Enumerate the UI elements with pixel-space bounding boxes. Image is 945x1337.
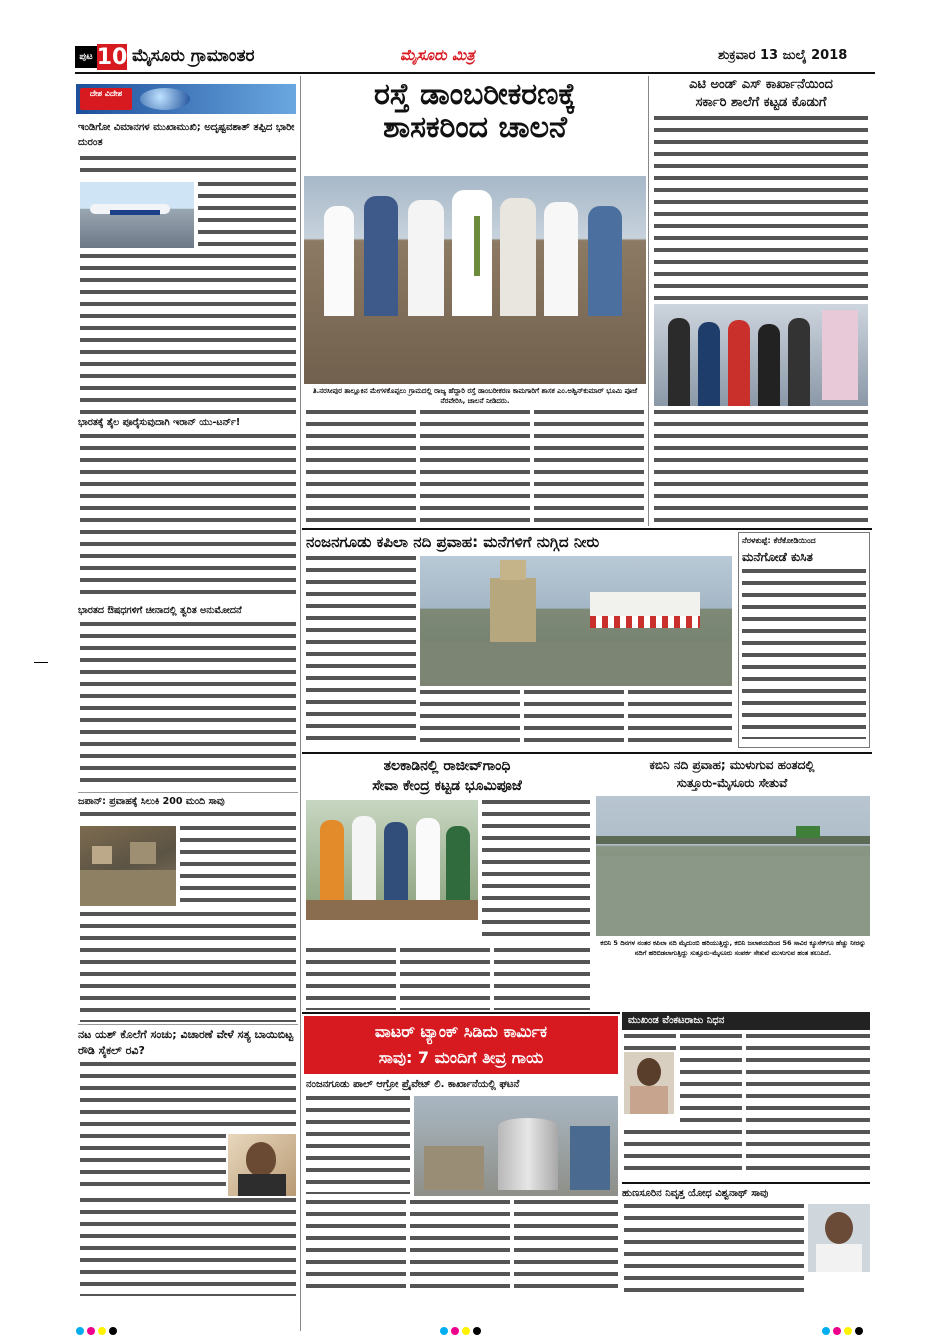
section-rule (302, 528, 872, 530)
flood-photo (80, 826, 176, 906)
story-body (80, 254, 296, 414)
story-body (420, 690, 520, 748)
story-body (80, 1198, 296, 1296)
kabini-caption: ಕಬಿನಿ 5 ದಿನಗಳ ನಂತರ ಕಪಿಲಾ ನದಿ ಮೈದುಂಬಿ ಹರಿಯುತ್ತಿದ್ದು, ಕಬಿನಿ ಜಲಾಶಯದಿಂದ 56 ಸಾವಿರ ಕ್ಯೂಸೆಕ್‌ಗೂ ಹೆಚ್ಚು ನೀರನ್ನು ನದಿಗೆ ಹರಿಬಿಡಲಾಗುತ್ತಿದ್ದು ಸುತ್ತೂರು-ಮೈಸೂರು ಸಂಪರ್ಕ ಸೇತುವೆ ಮುಳುಗುವ ಹಂತ ತಲುಪಿದೆ. (600, 939, 866, 957)
story-body (746, 1034, 870, 1178)
story-body (420, 410, 530, 526)
print-registration-marks (822, 1320, 866, 1337)
box-kicker: ನೆರಳಕುಪ್ಪೆ: ಕೆರೆಕೋಡಿಯಿಂದ (742, 536, 816, 545)
story-title: ನಟ ಯಶ್ ಕೊಲೆಗೆ ಸಂಚು; ವಿಚಾರಣೆ ವೇಳೆ ಸತ್ಯ ಬಾಯಿಬಿಟ್ಟ ರೌಡಿ ಸೈಕಲ್ ರವಿ? (78, 1024, 298, 1059)
headline-line: ಸೇವಾ ಕೇಂದ್ರ ಕಟ್ಟಡ ಭೂಮಿಪೂಜೆ (372, 778, 522, 794)
story-body (198, 182, 296, 252)
story-body (80, 912, 296, 1022)
headline-line: ಕಬಿನಿ ನದಿ ಪ್ರವಾಹ; ಮುಳುಗುವ ಹಂತದಲ್ಲಿ (649, 758, 815, 772)
story-body (306, 948, 396, 1010)
story-body (80, 812, 296, 824)
bridge-flood-photo (596, 796, 870, 936)
tank-headline-box (304, 1016, 618, 1074)
actor-photo (228, 1134, 296, 1196)
story-body (654, 116, 868, 300)
story-body (680, 1034, 742, 1126)
obit1-title: ಮುಖಂಡ ವೆಂಕಟರಾಜು ನಿಧನ (622, 1012, 870, 1030)
story-body (80, 1062, 296, 1132)
box-title: ಮನೆಗೋಡೆ ಕುಸಿತ (742, 550, 813, 564)
story-title: ಭಾರತಕ್ಕೆ ತೈಲ ಪೂರೈಸುವುದಾಗಿ ಇರಾನ್ ಯು-ಟರ್ನ್! (78, 417, 241, 428)
headline-line: ಸರ್ಕಾರಿ ಶಾಲೆಗೆ ಕಟ್ಟಡ ಕೊಡುಗೆ (695, 95, 827, 110)
news-box (738, 532, 870, 748)
story-title: ಇಂಡಿಗೋ ವಿಮಾನಗಳ ಮುಖಾಮುಖಿ; ಅದೃಷ್ಟವಶಾತ್ ತಪ್ಪಿದ ಭಾರೀ ದುರಂತ (78, 122, 295, 148)
section-title: ಮೈಸೂರು ಗ್ರಾಮಾಂತರ (132, 46, 255, 66)
story-body (80, 622, 296, 788)
story-body (80, 434, 296, 602)
story-body (482, 800, 590, 944)
obit2-portrait (808, 1204, 870, 1272)
section-logo (76, 84, 296, 114)
page-number: 10 (96, 44, 128, 70)
story-body (494, 948, 590, 1010)
lead-photo (304, 176, 646, 384)
headline-line: ಎಟಿ ಅಂಡ್ ಎಸ್ ಕಾರ್ಖಾನೆಯಿಂದ (689, 77, 833, 92)
story-body (534, 410, 644, 526)
print-registration-marks (76, 1320, 120, 1337)
section-rule (302, 752, 872, 754)
tank-subhead: ನಂಜನಗೂಡು ಪಾಲ್ ಆಗ್ರೋ ಪ್ರೈವೇಟ್ ಲಿ. ಕಾರ್ಖಾನೆಯಲ್ಲಿ ಘಟನೆ (306, 1079, 520, 1090)
kabini-headline (594, 756, 870, 792)
story-body (306, 410, 416, 526)
headline-line: ತಲಕಾಡಿನಲ್ಲಿ ರಾಜೀವ್‌ಗಾಂಧಿ (383, 758, 511, 774)
header-rule (75, 72, 875, 74)
issue-date: ಶುಕ್ರವಾರ 13 ಜುಲೈ 2018 (718, 48, 848, 63)
obit1-portrait (624, 1052, 674, 1114)
story-body (80, 156, 296, 178)
story-body (624, 1130, 742, 1178)
event-photo (654, 304, 868, 406)
story-body (654, 410, 868, 528)
lead-headline-line: ಶಾಸಕರಿಂದ ಚಾಲನೆ (383, 110, 567, 145)
flood-temple-photo (420, 556, 732, 686)
talakadu-headline (304, 756, 590, 796)
story-body (80, 1134, 226, 1192)
section-logo-text: ದೇಶ ವಿದೇಶ (80, 88, 132, 110)
fold-mark (34, 662, 48, 663)
lead-headline-line: ರಸ್ತೆ ಡಾಂಬರೀಕರಣಕ್ಕೆ (374, 77, 576, 112)
right-top-headline (652, 76, 870, 112)
story-body (306, 1096, 410, 1194)
story-body (524, 690, 624, 748)
headline-line: ಸಾವು: 7 ಮಂದಿಗೆ ತೀವ್ರ ಗಾಯ (378, 1048, 544, 1067)
story-body (514, 1200, 618, 1296)
page-label: ಪುಟ (75, 46, 97, 68)
story-body (628, 690, 732, 748)
story-body (410, 1200, 510, 1296)
globe-icon (140, 88, 190, 110)
story-body (624, 1034, 676, 1052)
story-body (180, 826, 296, 910)
story-body (624, 1204, 804, 1296)
aircraft-photo (80, 182, 194, 248)
headline-line: ಸುತ್ತೂರು-ಮೈಸೂರು ಸೇತುವೆ (676, 776, 788, 790)
column-divider (648, 76, 649, 526)
lead-caption: ತಿ.ನರಸೀಪುರ ತಾಲ್ಲೂಕಿನ ಮೇಗಳಕೊಪ್ಪಲು ಗ್ರಾಮದಲ್ಲಿ ರಾಜ್ಯ ಹೆದ್ದಾರಿ ರಸ್ತೆ ಡಾಂಬರೀಕರಣ ಕಾಮಗಾರಿಗೆ ಶಾಸಕ ಎಂ.ಅಶ್ವಿನ್‌ಕುಮಾರ್ ಭೂಮಿ ಪೂಜೆ ನೆರವೇರಿಸಿ, ಚಾಲನೆ ನೀಡಿದರು. (312, 387, 638, 405)
story-body (306, 556, 416, 748)
story-body (400, 948, 490, 1010)
story-title: ಜಪಾನ್: ಪ್ರವಾಹಕ್ಕೆ ಸಿಲುಕಿ 200 ಮಂದಿ ಸಾವು (78, 792, 298, 809)
headline-line: ವಾಟರ್ ಟ್ಯಾಂಕ್ ಸಿಡಿದು ಕಾರ್ಮಿಕ (374, 1022, 548, 1041)
print-registration-marks (440, 1320, 484, 1337)
section-rule (302, 1012, 620, 1014)
story-body (742, 569, 866, 739)
factory-photo (414, 1096, 618, 1196)
column-divider (300, 76, 301, 1331)
lead-headline (304, 78, 646, 144)
obit2-title: ಹುಣಸೂರಿನ ನಿವೃತ್ತ ಯೋಧ ವಿಶ್ವನಾಥ್ ಸಾವು (622, 1182, 870, 1202)
story-title: ಭಾರತದ ಔಷಧಗಳಿಗೆ ಚೀನಾದಲ್ಲಿ ತ್ವರಿತ ಅನುಮೋದನೆ (78, 605, 242, 616)
story-body (306, 1200, 406, 1296)
flood-headline: ನಂಜನಗೂಡು ಕಪಿಲಾ ನದಿ ಪ್ರವಾಹ: ಮನೆಗಳಿಗೆ ನುಗ್ಗಿದ ನೀರು (306, 533, 600, 551)
masthead-logo: ಮೈಸೂರು ಮಿತ್ರ (400, 46, 475, 64)
bhoomi-pooja-photo (306, 800, 478, 920)
